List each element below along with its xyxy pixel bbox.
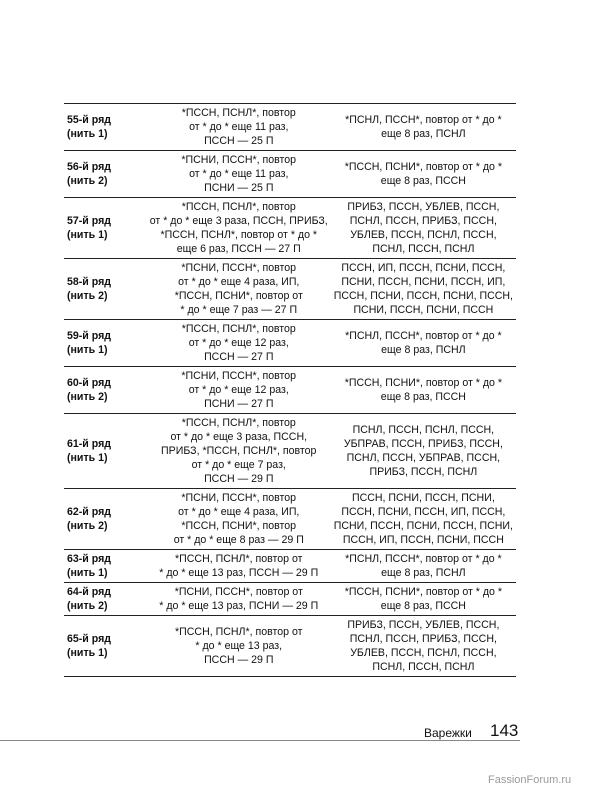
text-line: от * до * еще 4 раза, ИП, [178,506,300,518]
text-line: ПСНИ, ПССН, ПСНИ, ПССН, ПСНИ, [333,520,513,532]
text-line: *ПСНЛ, ПССН*, повтор от * до * [345,553,502,565]
text-line: от * до * еще 11 раз, [189,121,289,133]
table-row [64,583,516,616]
table-row [64,616,516,677]
instruction-col1 [147,550,331,583]
row-label [64,151,147,198]
text-line: *ПССН, ПСНЛ*, повтор [181,323,296,335]
text-line: * до * еще 7 раз — 27 П [180,304,298,316]
instruction-col2 [331,550,516,583]
text-line: 57-й ряд [67,215,112,227]
text-line: ПССН, ПСНИ, ПССН, ИП, ПССН, [341,506,506,518]
text-line: (нить 2) [67,391,108,403]
text-line: ПССН, ИП, ПССН, ПСНИ, ПССН [342,534,504,546]
instruction-col2 [331,489,516,550]
text-line: 61-й ряд [67,438,112,450]
text-line: 56-й ряд [67,161,112,173]
instruction-col1 [147,320,331,367]
table-row [64,414,516,489]
pattern-table [64,103,516,677]
instruction-col1 [147,104,331,151]
text-line: еще 8 раз, ПСНЛ [381,567,466,579]
instruction-col2 [331,616,516,677]
text-line: от * до * еще 12 раз, [188,384,289,396]
row-label [64,367,147,414]
watermark-text: FassionForum.ru [488,774,572,786]
text-line: от * до * еще 3 раза, ПССН, ПРИБЗ, [149,215,328,227]
instruction-col2 [331,104,516,151]
text-line: от * до * еще 8 раз — 29 П [173,534,304,546]
text-line: ПРИБЗ, ПССН, УБЛЕВ, ПССН, [347,619,500,631]
text-line: ПССН, ИП, ПССН, ПСНИ, ПССН, [341,262,506,274]
text-line: 55-й ряд [67,114,112,126]
text-line: *ПСНИ, ПССН*, повтор [181,492,297,504]
text-line: 58-й ряд [67,276,112,288]
table-row [64,550,516,583]
text-line: ПССН — 25 П [204,135,274,147]
text-line: от * до * еще 4 раза, ИП, [178,276,300,288]
row-label [64,583,147,616]
text-line: ПСНЛ, ПССН, ПРИБЗ, ПССН, [349,215,497,227]
text-line: ПРИБЗ, *ПССН, ПСНЛ*, повтор [161,445,317,457]
text-line: *ПССН, ПСНЛ*, повтор [181,107,296,119]
text-line: 65-й ряд [67,633,112,645]
text-line: *ПССН, ПСНИ*, повтор от * до * [344,586,502,598]
text-line: *ПСНИ, ПССН*, повтор от [174,586,303,598]
text-line: 62-й ряд [67,506,112,518]
table-row [64,320,516,367]
instruction-col2 [331,259,516,320]
row-label [64,489,147,550]
text-line: 63-й ряд [67,553,112,565]
text-line: ПСНИ — 27 П [204,398,274,410]
text-line: ПССН — 27 П [204,351,274,363]
instruction-col1 [147,616,331,677]
text-line: (нить 2) [67,290,108,302]
text-line: ПССН — 29 П [204,473,274,485]
text-line: *ПССН, ПСНЛ*, повтор от [175,553,303,565]
instruction-col1 [147,151,331,198]
text-line: (нить 1) [67,567,108,579]
table-row [64,489,516,550]
instruction-col1 [147,198,331,259]
text-line: *ПССН, ПСНИ*, повтор от * до * [344,377,502,389]
text-line: еще 8 раз, ПССН [380,391,466,403]
text-line: *ПССН, ПСНЛ*, повтор от [175,626,303,638]
instruction-col2 [331,151,516,198]
text-line: *ПССН, ПСНЛ*, повтор от * до * [160,229,318,241]
table-row [64,198,516,259]
text-line: ПССН, ПСНИ, ПССН, ПСНИ, [351,492,495,504]
text-line: ПСНИ, ПССН, ПСНИ, ПССН [353,304,494,316]
text-line: ПСНЛ, ПССН, ПРИБЗ, ПССН, [349,633,497,645]
text-line: от * до * еще 7 раз, [191,459,286,471]
instruction-col2 [331,367,516,414]
instruction-col2 [331,583,516,616]
text-line: УБЛЕВ, ПССН, ПСНЛ, ПССН, [350,229,497,241]
text-line: от * до * еще 11 раз, [189,168,289,180]
text-line: *ПССН, ПСНЛ*, повтор [181,201,296,213]
table-row [64,151,516,198]
text-line: *ПСНИ, ПССН*, повтор [181,262,297,274]
text-line: (нить 1) [67,647,108,659]
text-line: еще 8 раз, ПССН [380,175,466,187]
text-line: ПСНИ — 25 П [204,182,274,194]
table-row [64,104,516,151]
table-row [64,259,516,320]
text-line: * до * еще 13 раз, [195,640,283,652]
text-line: УБПРАВ, ПССН, ПРИБЗ, ПССН, [343,438,503,450]
text-line: ПРИБЗ, ПССН, УБЛЕВ, ПССН, [347,201,500,213]
text-line: *ПССН, ПСНИ*, повтор [181,520,297,532]
text-line: *ПСНИ, ПССН*, повтор [181,154,297,166]
text-line: от * до * еще 3 раза, ПССН, [170,431,308,443]
section-title: Варежки [424,726,472,740]
text-line: (нить 2) [67,600,108,612]
instruction-col1 [147,489,331,550]
row-label [64,104,147,151]
text-line: * до * еще 13 раз, ПССН — 29 П [159,567,319,579]
instruction-col1 [147,583,331,616]
text-line: еще 6 раз, ПССН — 27 П [176,243,301,255]
text-line: *ПССН, ПСНИ*, повтор от * до * [344,161,502,173]
row-label [64,198,147,259]
text-line: ПСНИ, ПССН, ПСНИ, ПССН, ИП, [341,276,506,288]
text-line: (нить 2) [67,175,108,187]
text-line: ПССН, ПСНИ, ПССН, ПСНИ, ПССН, [333,290,513,302]
text-line: УБЛЕВ, ПССН, ПСНЛ, ПССН, [350,647,497,659]
text-line: 64-й ряд [67,586,112,598]
instruction-col1 [147,414,331,489]
text-line: *ПССН, ПСНЛ*, повтор [181,417,296,429]
text-line: ПСНЛ, ПССН, ПСНЛ [372,661,475,673]
pattern-table-body [64,104,516,677]
text-line: *ПССН, ПСНИ*, повтор от [174,290,303,302]
text-line: ПСНЛ, ПССН, ПСНЛ [372,243,475,255]
instruction-col2 [331,414,516,489]
instruction-col2 [331,198,516,259]
row-label [64,550,147,583]
text-line: ПРИБЗ, ПССН, ПСНЛ [369,466,478,478]
text-line: ПСНЛ, ПССН, УБПРАВ, ПССН, [346,452,501,464]
text-line: (нить 1) [67,344,108,356]
text-line: ПССН — 29 П [204,654,274,666]
row-label [64,259,147,320]
text-line: ПСНЛ, ПССН, ПСНЛ, ПССН, [352,424,495,436]
instruction-col1 [147,259,331,320]
row-label [64,616,147,677]
text-line: *ПСНЛ, ПССН*, повтор от * до * [345,114,502,126]
text-line: еще 8 раз, ПСНЛ [381,128,466,140]
footer-rule [0,740,520,741]
text-line: 59-й ряд [67,330,112,342]
text-line: еще 8 раз, ПССН [380,600,466,612]
text-line: еще 8 раз, ПСНЛ [381,344,466,356]
text-line: * до * еще 13 раз, ПСНИ — 29 П [159,600,319,612]
row-label [64,414,147,489]
instruction-col1 [147,367,331,414]
text-line: (нить 1) [67,229,108,241]
instruction-col2 [331,320,516,367]
text-line: (нить 1) [67,452,108,464]
text-line: (нить 1) [67,128,108,140]
table-row [64,367,516,414]
text-line: (нить 2) [67,520,108,532]
text-line: 60-й ряд [67,377,112,389]
text-line: *ПСНИ, ПССН*, повтор [181,370,297,382]
text-line: от * до * еще 12 раз, [188,337,289,349]
row-label [64,320,147,367]
text-line: *ПСНЛ, ПССН*, повтор от * до * [345,330,502,342]
page-number: 143 [490,721,519,740]
